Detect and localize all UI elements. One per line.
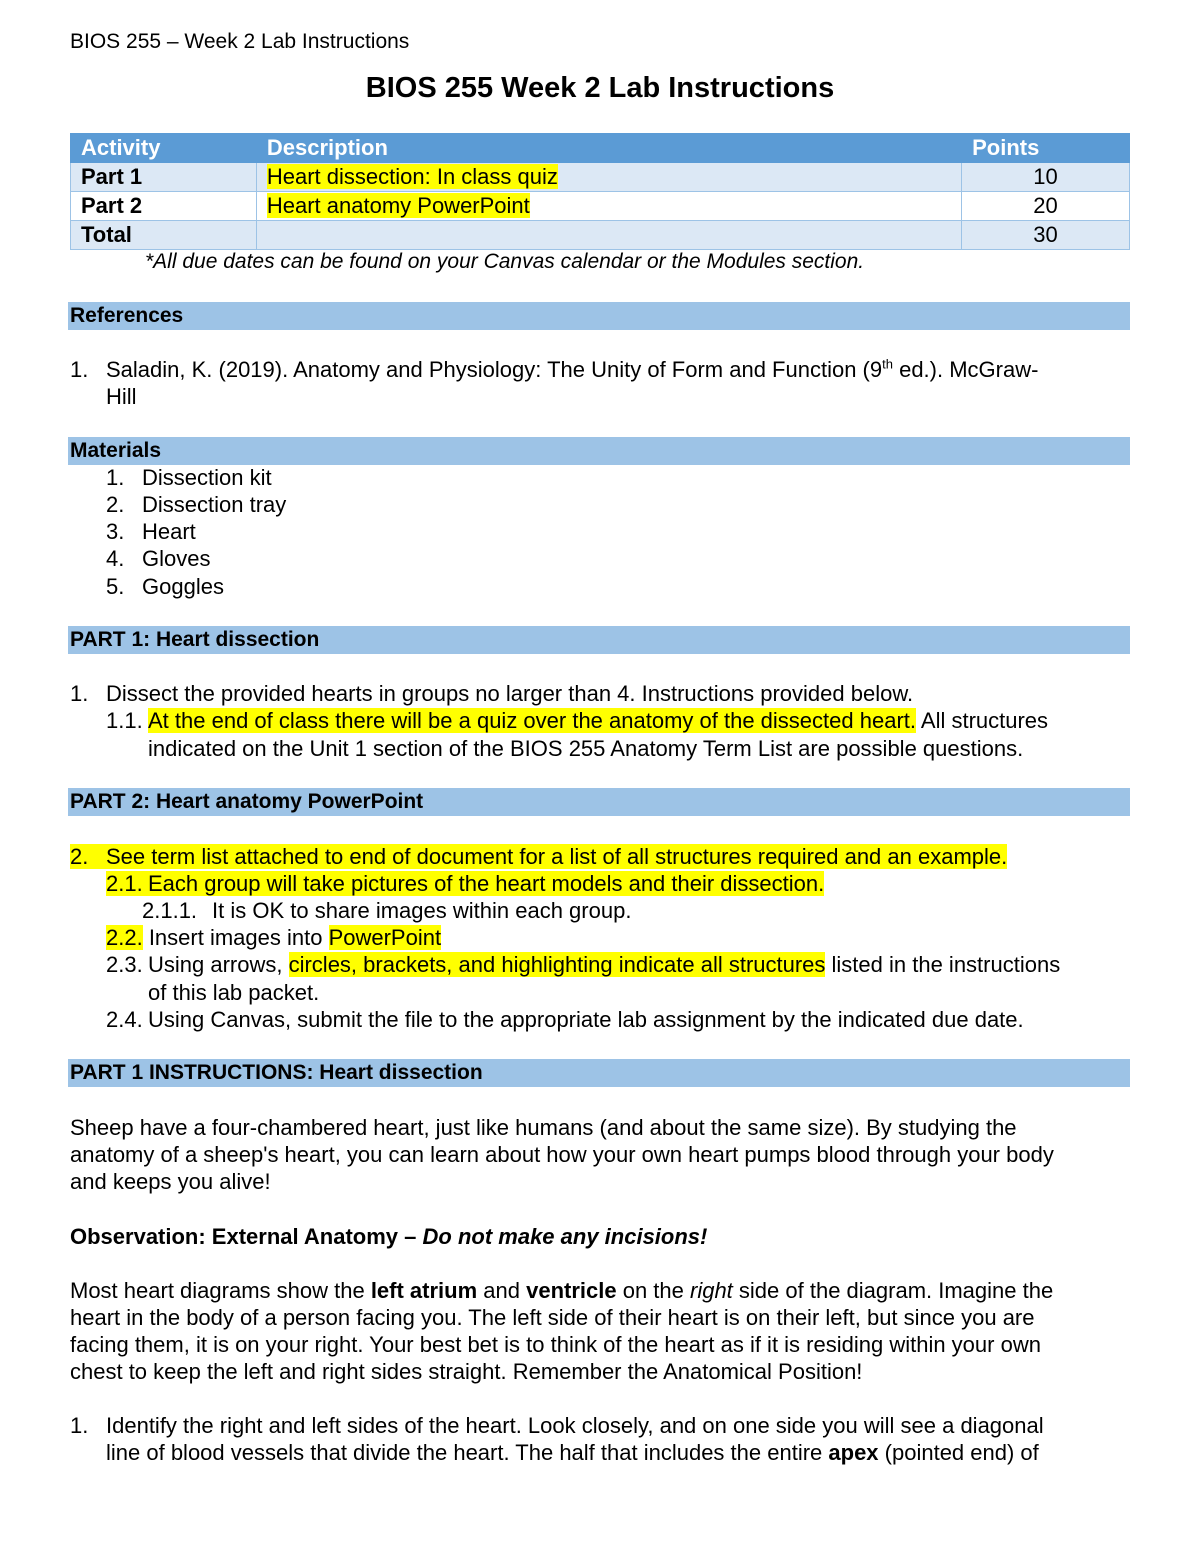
description-cell bbox=[256, 221, 961, 250]
list-item-cont: indicated on the Unit 1 section of the BIOS 255 Anatomy Term List are possible questions. bbox=[148, 736, 1024, 761]
table-header-row bbox=[71, 134, 1130, 163]
document-title: BIOS 255 Week 2 Lab Instructions bbox=[365, 72, 835, 104]
points-cell: 20 bbox=[962, 192, 1130, 221]
table-row bbox=[71, 163, 1130, 192]
instructions-heading: PART 1 INSTRUCTIONS: Heart dissection bbox=[68, 1059, 1130, 1087]
references-heading: References bbox=[68, 302, 1130, 330]
table-row bbox=[71, 192, 1130, 221]
list-item: 4. Gloves bbox=[106, 546, 211, 571]
reference-item: 1. Saladin, K. (2019). Anatomy and Physiology: The Unity of Form and Function (9th ed.). McGraw- bbox=[70, 356, 1039, 382]
list-item: 2. Dissection tray bbox=[106, 492, 287, 517]
table-row bbox=[71, 221, 1130, 250]
list-item: 5. Goggles bbox=[106, 574, 224, 599]
observation-heading: Observation: External Anatomy – Do not make any incisions! bbox=[70, 1224, 708, 1249]
list-item-cont: line of blood vessels that divide the heart. The half that includes the entire apex (pointed end) of bbox=[106, 1440, 1039, 1465]
paragraph-line: chest to keep the left and right sides straight. Remember the Anatomical Position! bbox=[70, 1359, 863, 1384]
list-item: 2. See term list attached to end of document for a list of all structures required and an example. bbox=[70, 844, 1008, 869]
list-item: 2.3. Using arrows, circles, brackets, and highlighting indicate all structures listed in the instructions bbox=[106, 952, 1061, 977]
paragraph-line: facing them, it is on your right. Your best bet is to think of the heart as if it is residing within your own bbox=[70, 1332, 1041, 1357]
list-item: 1.1. At the end of class there will be a quiz over the anatomy of the dissected heart. All structures bbox=[106, 708, 1049, 733]
list-item-cont: of this lab packet. bbox=[148, 980, 320, 1005]
due-dates-note: *All due dates can be found on your Canvas calendar or the Modules section. bbox=[145, 250, 865, 273]
column-header: Activity bbox=[71, 134, 257, 163]
materials-heading: Materials bbox=[68, 437, 1130, 465]
part1-heading: PART 1: Heart dissection bbox=[68, 626, 1130, 654]
points-table bbox=[70, 133, 1130, 250]
part2-heading: PART 2: Heart anatomy PowerPoint bbox=[68, 788, 1130, 816]
paragraph-line: heart in the body of a person facing you. The left side of their heart is on their left, but since you are bbox=[70, 1305, 1035, 1330]
description-cell: Heart anatomy PowerPoint bbox=[256, 192, 961, 221]
list-item: 1. Identify the right and left sides of the heart. Look closely, and on one side you will see a diagonal bbox=[70, 1413, 1044, 1438]
paragraph-line: Sheep have a four-chambered heart, just like humans (and about the same size). By studying the bbox=[70, 1115, 1017, 1140]
points-cell: 10 bbox=[962, 163, 1130, 192]
list-item: 1. Dissect the provided hearts in groups no larger than 4. Instructions provided below. bbox=[70, 681, 914, 706]
list-item: 2.1.1. It is OK to share images within each group. bbox=[142, 898, 632, 923]
list-item: 3. Heart bbox=[106, 519, 196, 544]
reference-item-cont: Hill bbox=[106, 384, 137, 409]
points-cell: 30 bbox=[962, 221, 1130, 250]
activity-cell: Total bbox=[71, 221, 257, 250]
column-header: Description bbox=[256, 134, 961, 163]
activity-cell: Part 2 bbox=[71, 192, 257, 221]
list-item: 2.2. Insert images into PowerPoint bbox=[106, 925, 442, 950]
activity-cell: Part 1 bbox=[71, 163, 257, 192]
description-cell: Heart dissection: In class quiz bbox=[256, 163, 961, 192]
running-header: BIOS 255 – Week 2 Lab Instructions bbox=[70, 30, 410, 53]
column-header: Points bbox=[962, 134, 1130, 163]
list-item: 2.4. Using Canvas, submit the file to the appropriate lab assignment by the indicated due date. bbox=[106, 1007, 1024, 1032]
paragraph-line: Most heart diagrams show the left atrium and ventricle on the right side of the diagram. Imagine the bbox=[70, 1278, 1054, 1303]
paragraph-line: and keeps you alive! bbox=[70, 1169, 271, 1194]
list-item: 1. Dissection kit bbox=[106, 465, 272, 490]
list-item: 2.1. Each group will take pictures of the heart models and their dissection. bbox=[106, 871, 825, 896]
paragraph-line: anatomy of a sheep's heart, you can learn about how your own heart pumps blood through your body bbox=[70, 1142, 1054, 1167]
